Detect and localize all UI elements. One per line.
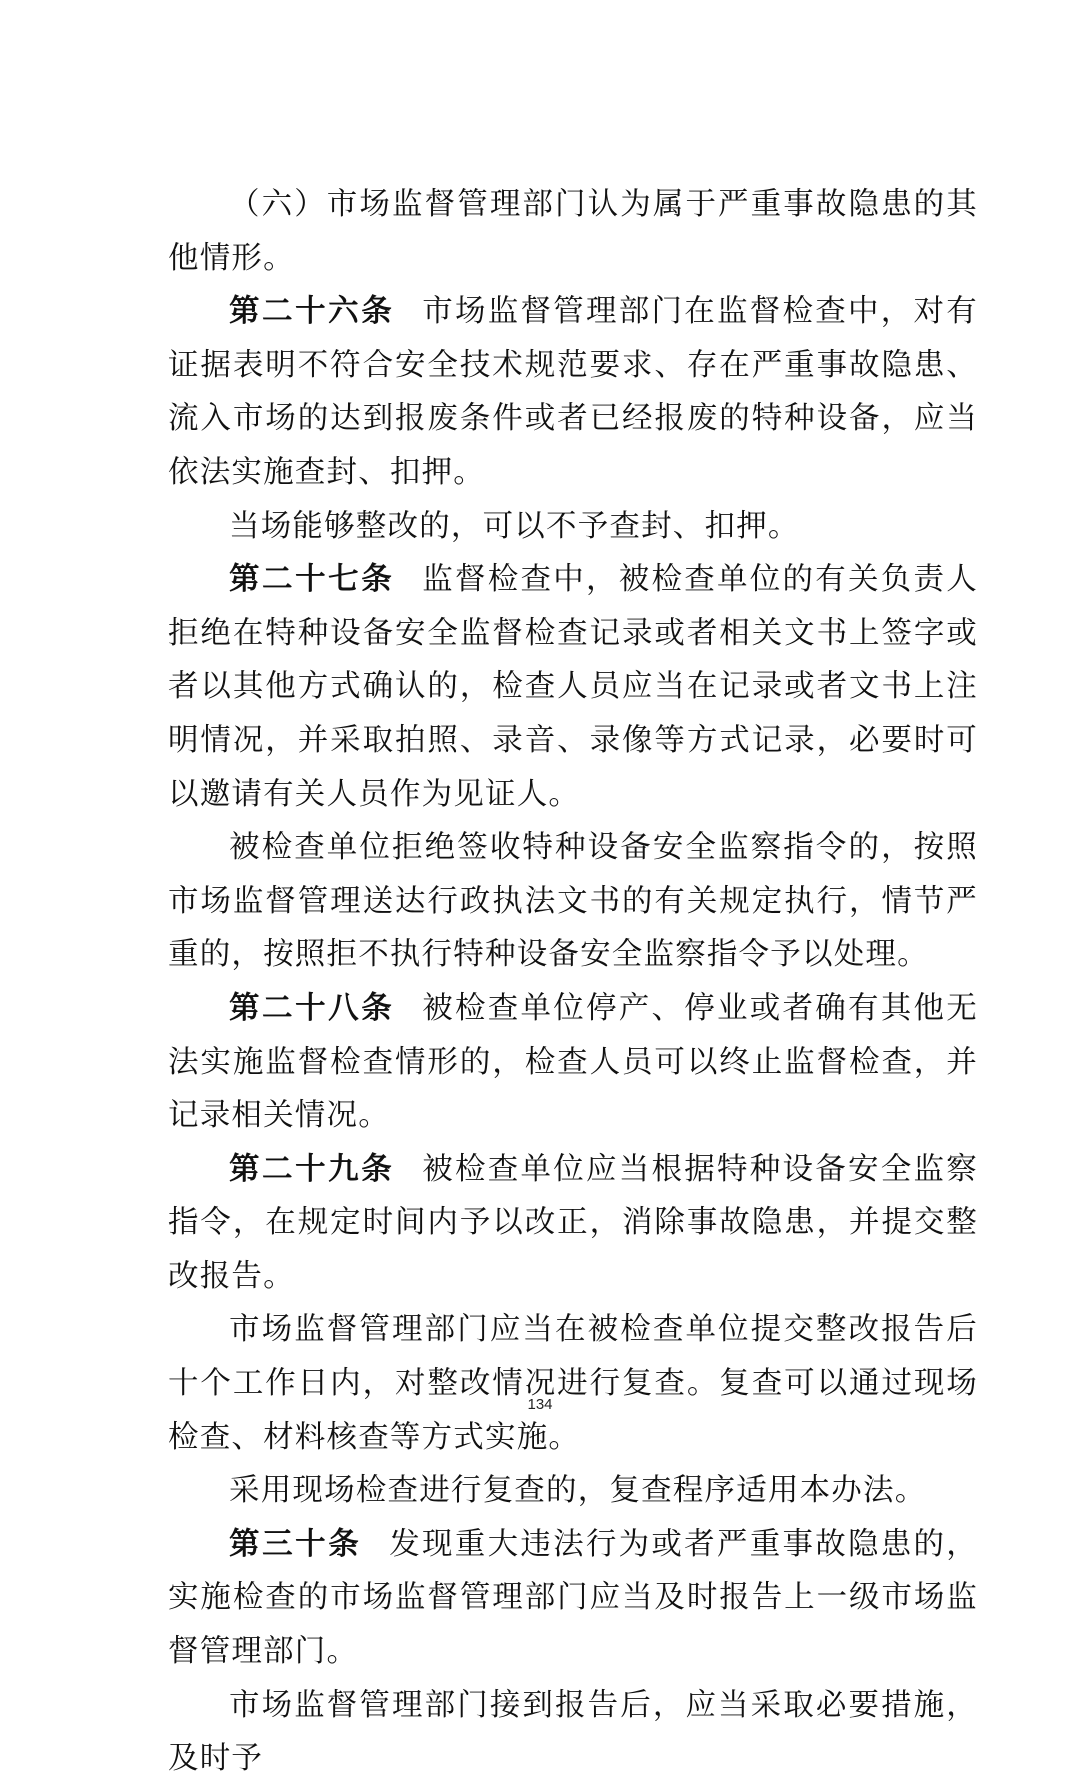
page-number: 134 (527, 1396, 553, 1413)
paragraph-item-6 (168, 178, 978, 285)
article-26 (168, 285, 978, 499)
paragraph (168, 821, 978, 982)
paragraph-text: 被检查单位拒绝签收特种设备安全监察指令的，按照市场监督管理送达行政执法文书的有关规定执行，情节严重的，按照拒不执行特种设备安全监察指令予以处理。 (168, 830, 978, 973)
paragraph (168, 1679, 978, 1786)
paragraph-text: 市场监督管理部门在监督检查中，对有证据表明不符合安全技术规范要求、存在严重事故隐患、流入市场的达到报废条件或者已经报废的特种设备，应当依法实施查封、扣押。 (168, 294, 978, 490)
paragraph (168, 500, 978, 554)
article-heading: 第二十九条 (229, 1151, 395, 1187)
article-30 (168, 1518, 978, 1679)
paragraph-text: 被检查单位应当根据特种设备安全监察指令，在规定时间内予以改正，消除事故隐患，并提交整改报告。 (168, 1151, 978, 1294)
paragraph-text: 市场监督管理部门应当在被检查单位提交整改报告后十个工作日内，对整改情况进行复查。复查可以通过现场检查、材料核查等方式实施。 (168, 1312, 978, 1455)
paragraph-text: （六）市场监督管理部门认为属于严重事故隐患的其他情形。 (168, 187, 978, 276)
article-27 (168, 553, 978, 821)
article-28 (168, 982, 978, 1143)
document-body (168, 178, 978, 1786)
paragraph-text: 市场监督管理部门接到报告后，应当采取必要措施，及时予 (168, 1687, 978, 1777)
paragraph-text: 当场能够整改的，可以不予查封、扣押。 (229, 508, 800, 544)
paragraph (168, 1464, 978, 1518)
article-heading: 第二十七条 (229, 562, 395, 598)
article-heading: 第二十八条 (229, 990, 395, 1026)
paragraph (168, 1303, 978, 1464)
article-heading: 第三十条 (229, 1526, 362, 1562)
paragraph-text: 被检查单位停产、停业或者确有其他无法实施监督检查情形的，检查人员可以终止监督检查，并记录相关情况。 (168, 990, 978, 1134)
article-heading: 第二十六条 (229, 294, 395, 330)
paragraph-text: 发现重大违法行为或者严重事故隐患的，实施检查的市场监督管理部门应当及时报告上一级市场监督管理部门。 (168, 1526, 978, 1670)
paragraph-text: 监督检查中，被检查单位的有关负责人拒绝在特种设备安全监督检查记录或者相关文书上签字或者以其他方式确认的，检查人员应当在记录或者文书上注明情况，并采取拍照、录音、录像等方式记录，必要时可以邀请有关人员作为见证人。 (168, 562, 978, 812)
paragraph-text: 采用现场检查进行复查的，复查程序适用本办法。 (229, 1473, 927, 1509)
article-29 (168, 1143, 978, 1304)
